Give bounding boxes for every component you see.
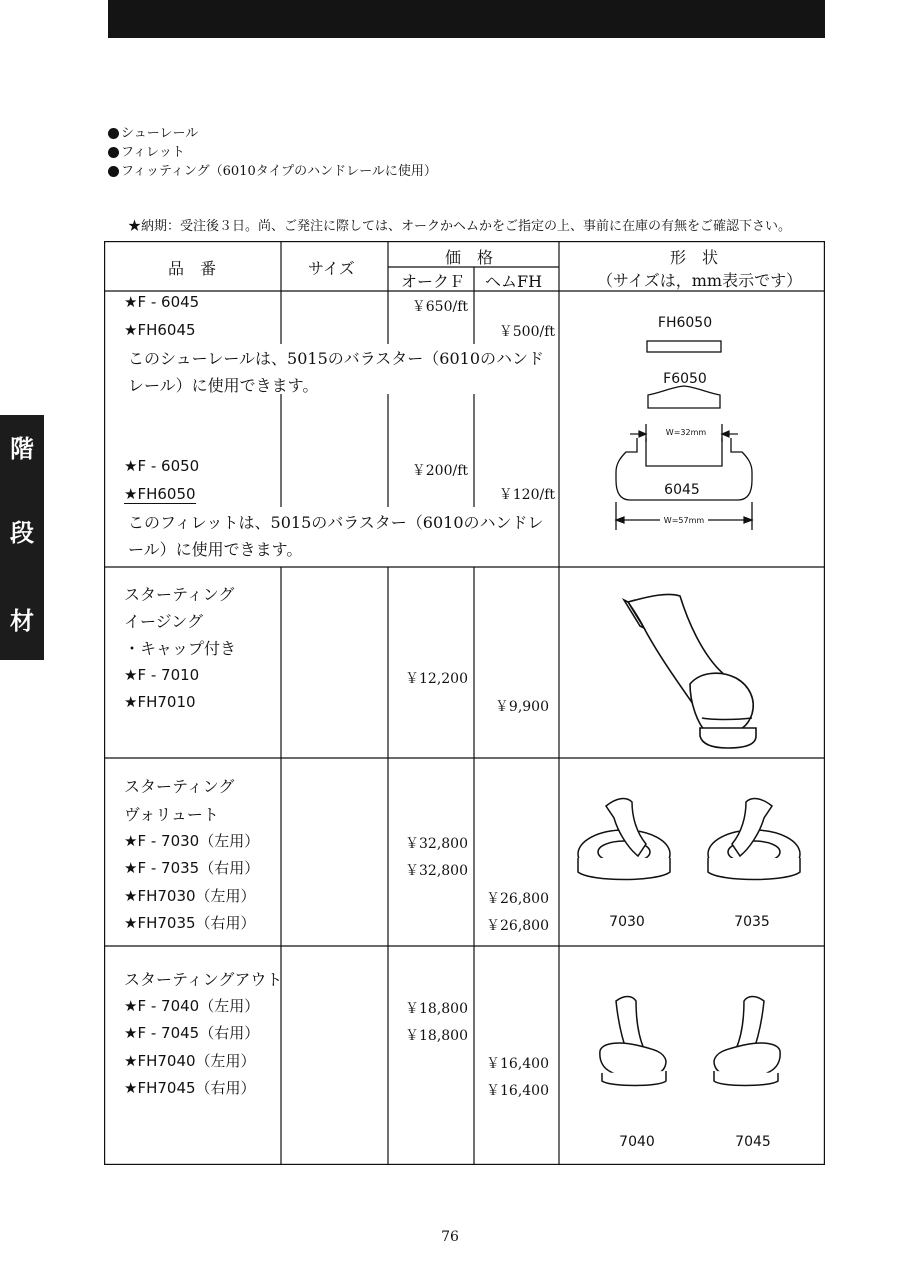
oak-price: ￥200/ft (411, 463, 468, 479)
header-oak: オークＦ (401, 272, 466, 291)
oak-price: ￥32,800 (405, 836, 468, 852)
product-code: ★F - 7010 (124, 666, 200, 684)
diagram-label-f6050: F6050 (663, 371, 707, 387)
fh6050-profile (647, 341, 721, 352)
bullet-item: フィレット (108, 143, 437, 162)
product-description: このフィレットは、5015のバラスター（6010のハンドレール）に使用できます。 (128, 513, 544, 559)
header-price: 価 格 (445, 248, 494, 267)
product-code: ★FH7035（右用） (124, 914, 256, 932)
oak-price: ￥32,800 (405, 863, 468, 879)
diagram-label-outer-width: W=57mm (663, 516, 705, 525)
section-tab-char-1: 階 (10, 434, 34, 463)
product-code: ★F - 6050 (124, 457, 200, 475)
hem-price: ￥9,900 (494, 699, 549, 715)
volute-illustration (566, 786, 814, 896)
product-name-line: スターティング (124, 777, 235, 796)
oak-price: ￥18,800 (405, 1001, 468, 1017)
bullet-dot-icon (108, 147, 119, 158)
product-code: ★FH6045 (124, 321, 196, 339)
shape-label-7030: 7030 (609, 914, 645, 930)
hem-price: ￥26,800 (486, 918, 549, 934)
section-tab (0, 415, 44, 660)
product-code: ★FH7040（左用） (124, 1052, 256, 1070)
f6050-profile (648, 386, 720, 408)
shape-label-7045: 7045 (735, 1134, 771, 1150)
starting-out-illustration (580, 991, 800, 1091)
diagram-label-6045: 6045 (664, 482, 700, 498)
product-code: ★F - 7040（左用） (124, 997, 260, 1015)
oak-price: ￥650/ft (411, 299, 468, 315)
hem-price: ￥26,800 (486, 891, 549, 907)
hem-price: ￥16,400 (486, 1083, 549, 1099)
product-code: ★FH6050 (124, 485, 196, 503)
product-code: ★F - 7035（右用） (124, 859, 260, 877)
product-table (104, 241, 825, 1165)
page-number: 76 (441, 1229, 459, 1245)
hem-price: ￥500/ft (498, 324, 555, 340)
header-hem: ヘムFH (485, 272, 543, 291)
header-shape: 形 状 (670, 248, 719, 267)
product-code: ★F - 6045 (124, 293, 200, 311)
header-bar (108, 0, 825, 38)
diagram-label-fh6050: FH6050 (657, 315, 713, 331)
product-description: このシューレールは、5015のバラスター（6010のハンドレール）に使用できます。 (128, 349, 544, 395)
product-code: ★FH7030（左用） (124, 887, 256, 905)
product-code: ★F - 7030（左用） (124, 832, 260, 850)
oak-price: ￥18,800 (405, 1028, 468, 1044)
bullet-list (108, 124, 437, 181)
shape-label-7035: 7035 (734, 914, 770, 930)
bullet-item: シューレール (108, 124, 437, 143)
section-tab-char-3: 材 (10, 606, 34, 635)
header-product: 品 番 (168, 259, 217, 278)
product-code: ★F - 7045（右用） (124, 1024, 260, 1042)
product-name-line: イージング (124, 612, 203, 631)
product-name-line: スターティングアウト (124, 970, 283, 989)
bullet-item: フィッティング（6010タイプのハンドレールに使用） (108, 162, 437, 181)
product-name-line: ヴォリュート (124, 805, 219, 824)
bullet-dot-icon (108, 128, 119, 139)
oak-price: ￥12,200 (405, 671, 468, 687)
hem-price: ￥120/ft (498, 487, 555, 503)
header-shape-note: （サイズは，mm表示です） (597, 271, 803, 290)
bullet-dot-icon (108, 166, 119, 177)
diagram-label-inner-width: W=32mm (665, 428, 707, 437)
product-code: ★FH7010 (124, 693, 196, 711)
shape-label-7040: 7040 (619, 1134, 655, 1150)
product-code: ★FH7045（右用） (124, 1079, 256, 1097)
product-name-line: スターティング (124, 585, 235, 604)
delivery-note: ★納期：受注後３日。尚、ご発注に際しては、オークかヘムかをご指定の上、事前に在庫の有無をご確認下さい。 (128, 219, 792, 234)
hem-price: ￥16,400 (486, 1056, 549, 1072)
product-name-line: ・キャップ付き (124, 639, 237, 658)
easing-cap-illustration (560, 568, 824, 757)
section-tab-char-2: 段 (10, 518, 34, 547)
header-size: サイズ (308, 259, 355, 278)
